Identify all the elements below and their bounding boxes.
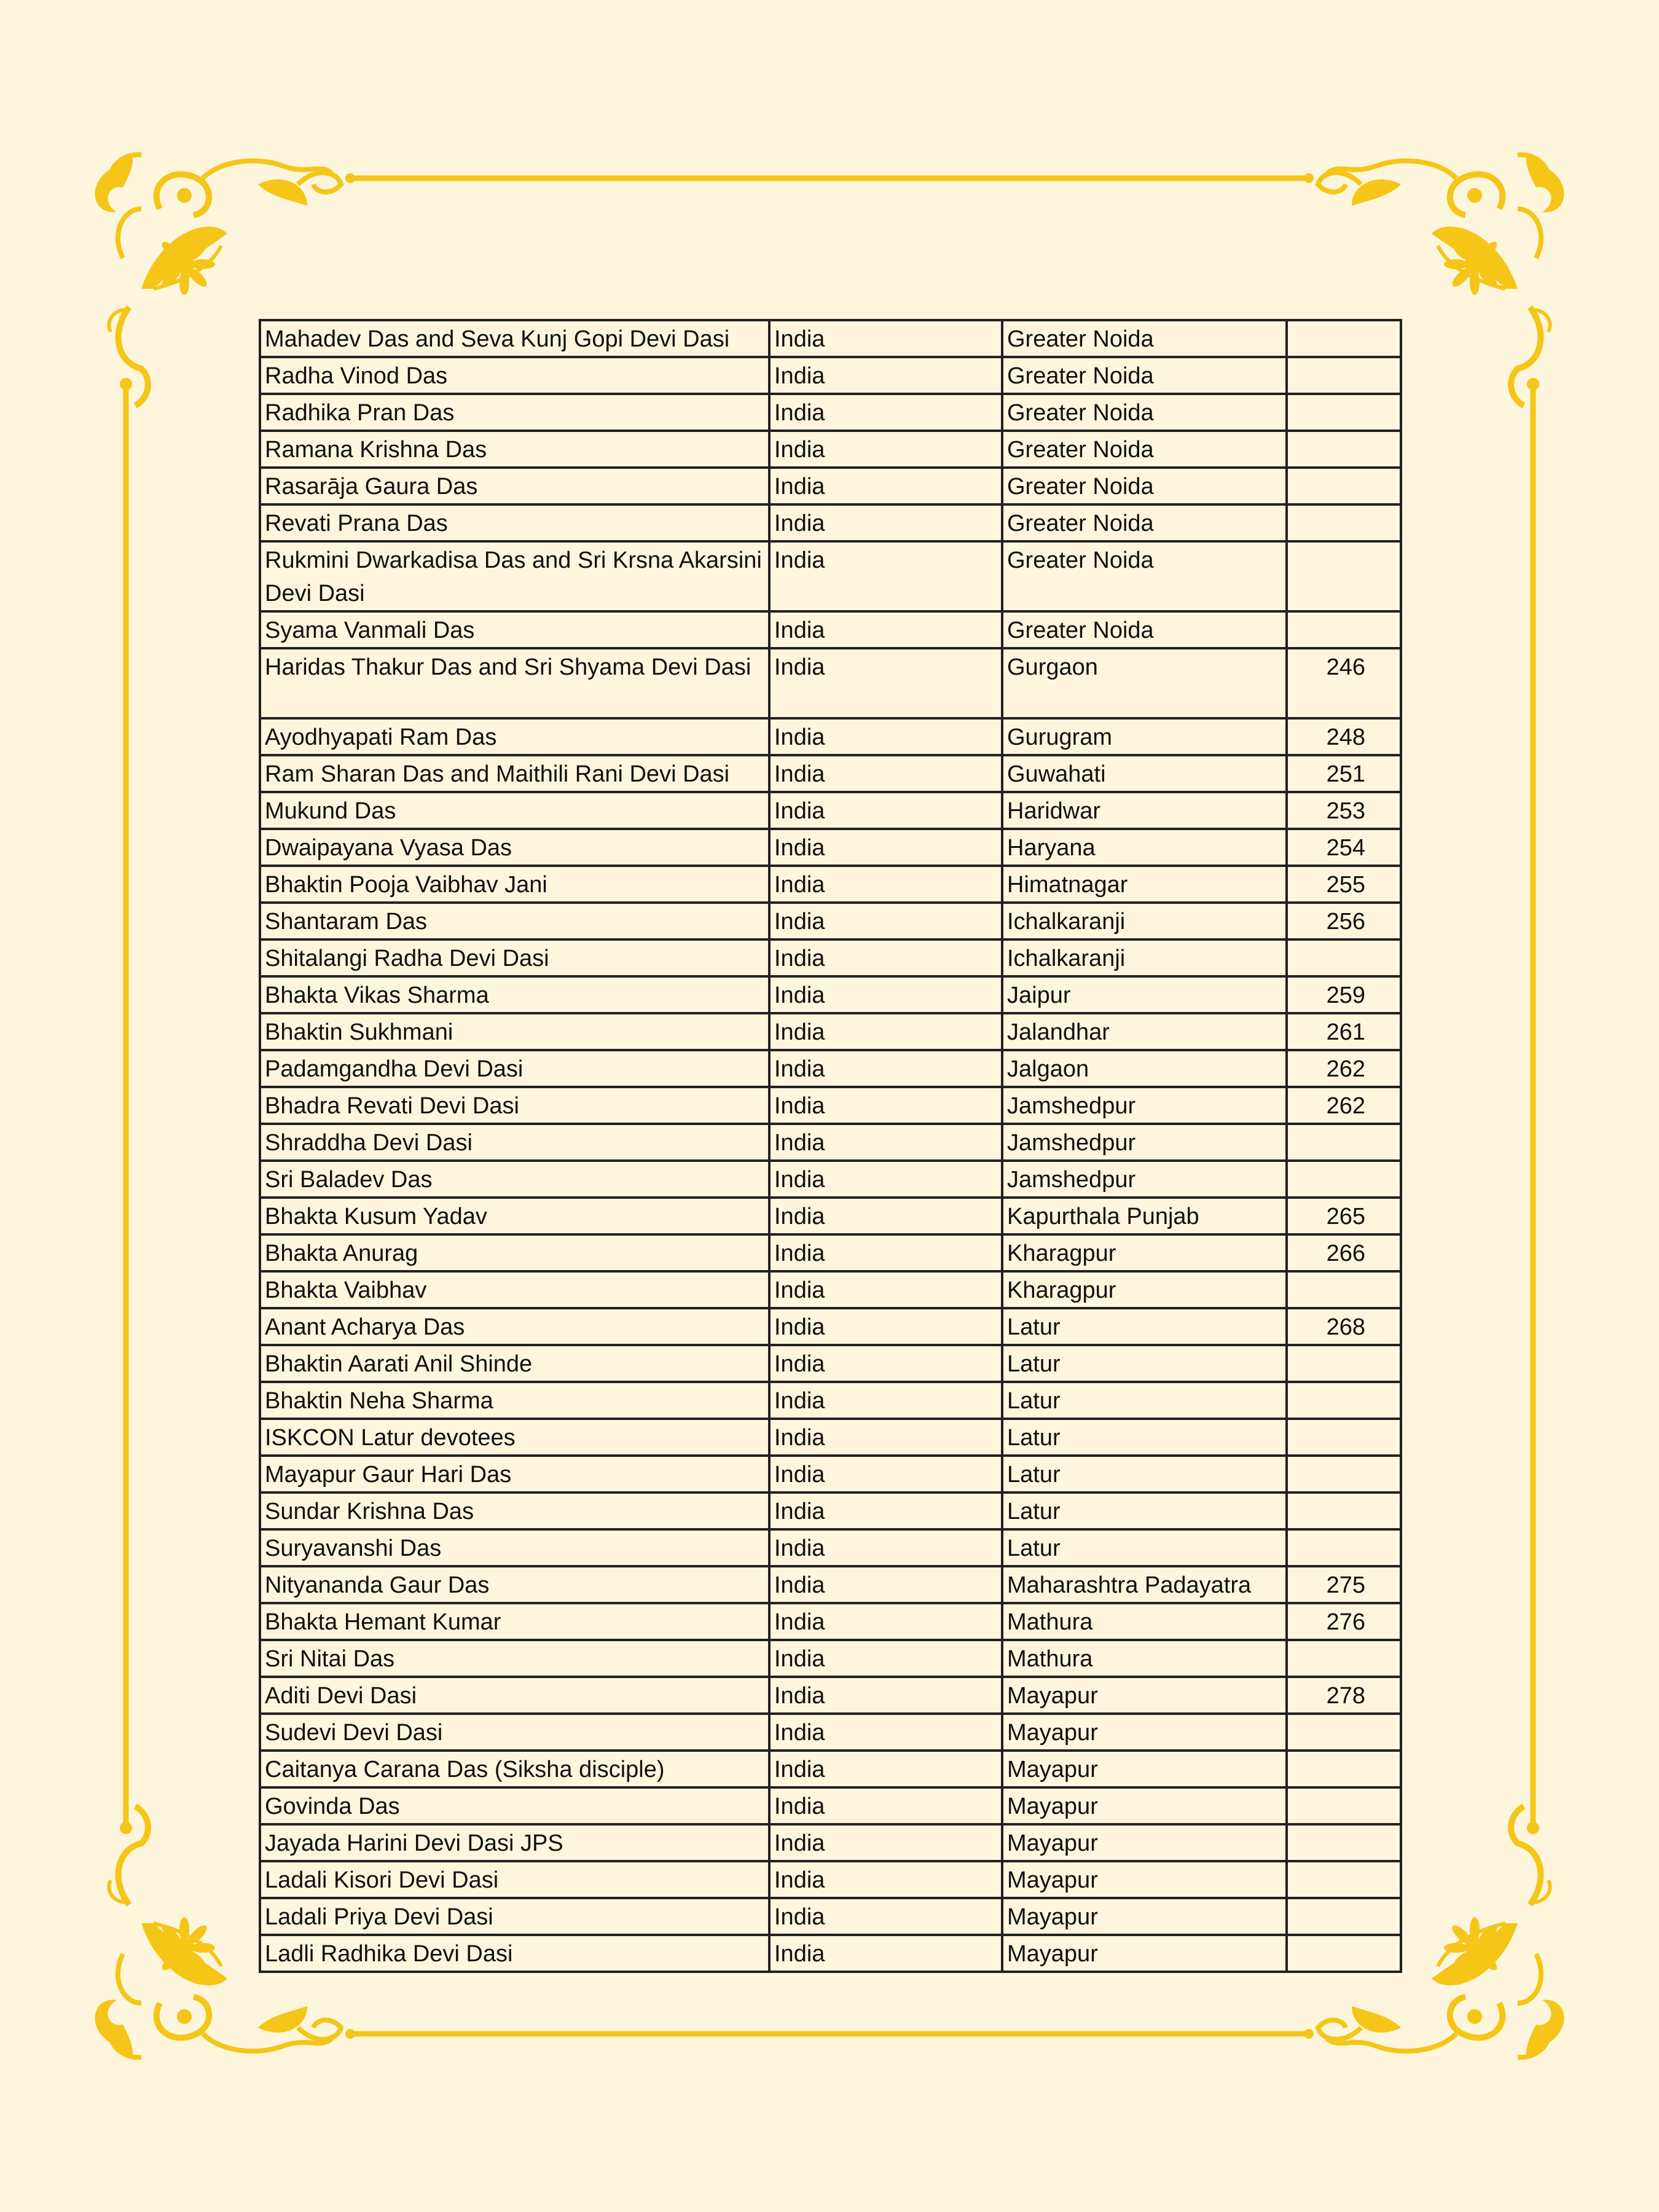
name-cell: Mayapur Gaur Hari Das bbox=[260, 1456, 769, 1492]
name-cell: Syama Vanmali Das bbox=[260, 611, 769, 648]
page-number-cell: 275 bbox=[1287, 1566, 1401, 1603]
country-cell: India bbox=[769, 1898, 1002, 1935]
page-number-cell bbox=[1287, 1345, 1401, 1382]
country-cell: India bbox=[769, 1161, 1002, 1198]
country-cell: India bbox=[769, 611, 1002, 648]
page-number-cell: 265 bbox=[1287, 1198, 1401, 1234]
name-cell: Ramana Krishna Das bbox=[260, 431, 769, 468]
city-cell: Latur bbox=[1002, 1345, 1287, 1382]
table-row bbox=[260, 755, 1401, 792]
city-cell: Greater Noida bbox=[1002, 394, 1287, 431]
table-row bbox=[260, 829, 1401, 866]
table-row bbox=[260, 1529, 1401, 1566]
page-number-cell: 268 bbox=[1287, 1308, 1401, 1345]
table-row bbox=[260, 1345, 1401, 1382]
table-row bbox=[260, 1824, 1401, 1861]
country-cell: India bbox=[769, 1529, 1002, 1566]
city-cell: Gurugram bbox=[1002, 718, 1287, 755]
country-cell: India bbox=[769, 1308, 1002, 1345]
table-row bbox=[260, 1234, 1401, 1271]
donor-table bbox=[259, 319, 1402, 1973]
city-cell: Jamshedpur bbox=[1002, 1161, 1287, 1198]
page-number-cell bbox=[1287, 1751, 1401, 1787]
table-row bbox=[260, 468, 1401, 504]
table-row bbox=[260, 1935, 1401, 1972]
table-row bbox=[260, 1898, 1401, 1935]
country-cell: India bbox=[769, 320, 1002, 357]
city-cell: Maharashtra Padayatra bbox=[1002, 1566, 1287, 1603]
page-number-cell bbox=[1287, 939, 1401, 976]
country-cell: India bbox=[769, 939, 1002, 976]
city-cell: Latur bbox=[1002, 1419, 1287, 1456]
name-cell: Rukmini Dwarkadisa Das and Sri Krsna Akarsini Devi Dasi bbox=[260, 541, 769, 611]
country-cell: India bbox=[769, 829, 1002, 866]
table-row bbox=[260, 1566, 1401, 1603]
page-number-cell bbox=[1287, 1456, 1401, 1492]
page-number-cell bbox=[1287, 1787, 1401, 1824]
table-row bbox=[260, 611, 1401, 648]
country-cell: India bbox=[769, 1013, 1002, 1050]
page-number-cell: 246 bbox=[1287, 648, 1401, 718]
city-cell: Mayapur bbox=[1002, 1824, 1287, 1861]
page-number-cell bbox=[1287, 1492, 1401, 1529]
name-cell: Jayada Harini Devi Dasi JPS bbox=[260, 1824, 769, 1861]
country-cell: India bbox=[769, 1603, 1002, 1640]
country-cell: India bbox=[769, 1492, 1002, 1529]
city-cell: Latur bbox=[1002, 1492, 1287, 1529]
city-cell: Kapurthala Punjab bbox=[1002, 1198, 1287, 1234]
name-cell: Shitalangi Radha Devi Dasi bbox=[260, 939, 769, 976]
table-row bbox=[260, 1013, 1401, 1050]
page-number-cell bbox=[1287, 1898, 1401, 1935]
page-number-cell: 259 bbox=[1287, 976, 1401, 1013]
city-cell: Jalandhar bbox=[1002, 1013, 1287, 1050]
name-cell: Bhaktin Sukhmani bbox=[260, 1013, 769, 1050]
name-cell: Radhika Pran Das bbox=[260, 394, 769, 431]
name-cell: Shraddha Devi Dasi bbox=[260, 1124, 769, 1161]
table-row bbox=[260, 903, 1401, 939]
page-number-cell bbox=[1287, 1124, 1401, 1161]
city-cell: Himatnagar bbox=[1002, 866, 1287, 903]
page-number-cell bbox=[1287, 1419, 1401, 1456]
country-cell: India bbox=[769, 1345, 1002, 1382]
table-row bbox=[260, 1861, 1401, 1898]
name-cell: Mukund Das bbox=[260, 792, 769, 829]
table-row bbox=[260, 1714, 1401, 1751]
page-number-cell: 278 bbox=[1287, 1677, 1401, 1714]
country-cell: India bbox=[769, 648, 1002, 718]
city-cell: Ichalkaranji bbox=[1002, 939, 1287, 976]
table-row bbox=[260, 1382, 1401, 1419]
country-cell: India bbox=[769, 431, 1002, 468]
name-cell: ISKCON Latur devotees bbox=[260, 1419, 769, 1456]
name-cell: Govinda Das bbox=[260, 1787, 769, 1824]
name-cell: Bhaktin Pooja Vaibhav Jani bbox=[260, 866, 769, 903]
page-number-cell: 256 bbox=[1287, 903, 1401, 939]
country-cell: India bbox=[769, 1382, 1002, 1419]
name-cell: Bhaktin Aarati Anil Shinde bbox=[260, 1345, 769, 1382]
table-row bbox=[260, 541, 1401, 611]
country-cell: India bbox=[769, 468, 1002, 504]
country-cell: India bbox=[769, 755, 1002, 792]
city-cell: Greater Noida bbox=[1002, 611, 1287, 648]
city-cell: Greater Noida bbox=[1002, 504, 1287, 541]
country-cell: India bbox=[769, 1419, 1002, 1456]
table-row bbox=[260, 1456, 1401, 1492]
page-number-cell: 255 bbox=[1287, 866, 1401, 903]
city-cell: Greater Noida bbox=[1002, 541, 1287, 611]
page-number-cell bbox=[1287, 1271, 1401, 1308]
city-cell: Haridwar bbox=[1002, 792, 1287, 829]
page-number-cell: 254 bbox=[1287, 829, 1401, 866]
name-cell: Caitanya Carana Das (Siksha disciple) bbox=[260, 1751, 769, 1787]
page-number-cell bbox=[1287, 1935, 1401, 1972]
table-row bbox=[260, 976, 1401, 1013]
table-row bbox=[260, 939, 1401, 976]
name-cell: Sri Baladev Das bbox=[260, 1161, 769, 1198]
donor-table-body bbox=[260, 320, 1401, 1972]
page-number-cell: 262 bbox=[1287, 1087, 1401, 1124]
name-cell: Sundar Krishna Das bbox=[260, 1492, 769, 1529]
name-cell: Bhakta Vaibhav bbox=[260, 1271, 769, 1308]
country-cell: India bbox=[769, 1271, 1002, 1308]
name-cell: Padamgandha Devi Dasi bbox=[260, 1050, 769, 1087]
name-cell: Bhakta Anurag bbox=[260, 1234, 769, 1271]
page-number-cell bbox=[1287, 541, 1401, 611]
country-cell: India bbox=[769, 718, 1002, 755]
name-cell: Sudevi Devi Dasi bbox=[260, 1714, 769, 1751]
page-number-cell: 276 bbox=[1287, 1603, 1401, 1640]
country-cell: India bbox=[769, 1050, 1002, 1087]
city-cell: Mayapur bbox=[1002, 1861, 1287, 1898]
city-cell: Haryana bbox=[1002, 829, 1287, 866]
country-cell: India bbox=[769, 1714, 1002, 1751]
table-row bbox=[260, 718, 1401, 755]
table-row bbox=[260, 1677, 1401, 1714]
page-number-cell bbox=[1287, 357, 1401, 394]
city-cell: Latur bbox=[1002, 1529, 1287, 1566]
page-number-cell bbox=[1287, 1861, 1401, 1898]
table-row bbox=[260, 1087, 1401, 1124]
name-cell: Aditi Devi Dasi bbox=[260, 1677, 769, 1714]
name-cell: Haridas Thakur Das and Sri Shyama Devi Dasi bbox=[260, 648, 769, 718]
country-cell: India bbox=[769, 1677, 1002, 1714]
city-cell: Guwahati bbox=[1002, 755, 1287, 792]
table-row bbox=[260, 320, 1401, 357]
city-cell: Mayapur bbox=[1002, 1935, 1287, 1972]
page-number-cell bbox=[1287, 611, 1401, 648]
table-row bbox=[260, 1640, 1401, 1677]
country-cell: India bbox=[769, 1787, 1002, 1824]
table-row bbox=[260, 1603, 1401, 1640]
name-cell: Bhakta Hemant Kumar bbox=[260, 1603, 769, 1640]
city-cell: Mayapur bbox=[1002, 1677, 1287, 1714]
country-cell: India bbox=[769, 1861, 1002, 1898]
page-number-cell bbox=[1287, 1640, 1401, 1677]
table-row bbox=[260, 1492, 1401, 1529]
name-cell: Dwaipayana Vyasa Das bbox=[260, 829, 769, 866]
name-cell: Bhakta Kusum Yadav bbox=[260, 1198, 769, 1234]
name-cell: Mahadev Das and Seva Kunj Gopi Devi Dasi bbox=[260, 320, 769, 357]
country-cell: India bbox=[769, 1087, 1002, 1124]
table-row bbox=[260, 1419, 1401, 1456]
page-number-cell bbox=[1287, 394, 1401, 431]
page-number-cell: 261 bbox=[1287, 1013, 1401, 1050]
name-cell: Bhakta Vikas Sharma bbox=[260, 976, 769, 1013]
city-cell: Latur bbox=[1002, 1382, 1287, 1419]
country-cell: India bbox=[769, 1640, 1002, 1677]
city-cell: Mayapur bbox=[1002, 1898, 1287, 1935]
city-cell: Mayapur bbox=[1002, 1751, 1287, 1787]
table-row bbox=[260, 1161, 1401, 1198]
page-number-cell bbox=[1287, 320, 1401, 357]
page-number-cell bbox=[1287, 504, 1401, 541]
city-cell: Kharagpur bbox=[1002, 1234, 1287, 1271]
table-row bbox=[260, 1124, 1401, 1161]
page-number-cell: 253 bbox=[1287, 792, 1401, 829]
country-cell: India bbox=[769, 1751, 1002, 1787]
country-cell: India bbox=[769, 1935, 1002, 1972]
name-cell: Ladali Kisori Devi Dasi bbox=[260, 1861, 769, 1898]
country-cell: India bbox=[769, 1234, 1002, 1271]
name-cell: Shantaram Das bbox=[260, 903, 769, 939]
country-cell: India bbox=[769, 792, 1002, 829]
city-cell: Jamshedpur bbox=[1002, 1087, 1287, 1124]
donor-table-container bbox=[259, 319, 1400, 1973]
page-number-cell: 266 bbox=[1287, 1234, 1401, 1271]
city-cell: Ichalkaranji bbox=[1002, 903, 1287, 939]
page-number-cell bbox=[1287, 1382, 1401, 1419]
table-row bbox=[260, 1198, 1401, 1234]
page-number-cell: 251 bbox=[1287, 755, 1401, 792]
table-row bbox=[260, 1308, 1401, 1345]
name-cell: Revati Prana Das bbox=[260, 504, 769, 541]
table-row bbox=[260, 1751, 1401, 1787]
name-cell: Anant Acharya Das bbox=[260, 1308, 769, 1345]
name-cell: Sri Nitai Das bbox=[260, 1640, 769, 1677]
name-cell: Bhaktin Neha Sharma bbox=[260, 1382, 769, 1419]
page-number-cell bbox=[1287, 1824, 1401, 1861]
country-cell: India bbox=[769, 903, 1002, 939]
table-row bbox=[260, 431, 1401, 468]
city-cell: Mathura bbox=[1002, 1640, 1287, 1677]
country-cell: India bbox=[769, 976, 1002, 1013]
page-number-cell: 248 bbox=[1287, 718, 1401, 755]
name-cell: Ladali Priya Devi Dasi bbox=[260, 1898, 769, 1935]
name-cell: Nityananda Gaur Das bbox=[260, 1566, 769, 1603]
country-cell: India bbox=[769, 1124, 1002, 1161]
city-cell: Mayapur bbox=[1002, 1787, 1287, 1824]
country-cell: India bbox=[769, 1456, 1002, 1492]
name-cell: Rasarāja Gaura Das bbox=[260, 468, 769, 504]
city-cell: Greater Noida bbox=[1002, 431, 1287, 468]
country-cell: India bbox=[769, 1198, 1002, 1234]
name-cell: Ladli Radhika Devi Dasi bbox=[260, 1935, 769, 1972]
table-row bbox=[260, 357, 1401, 394]
table-row bbox=[260, 504, 1401, 541]
city-cell: Greater Noida bbox=[1002, 357, 1287, 394]
country-cell: India bbox=[769, 1824, 1002, 1861]
table-row bbox=[260, 1050, 1401, 1087]
page-number-cell: 262 bbox=[1287, 1050, 1401, 1087]
city-cell: Jaipur bbox=[1002, 976, 1287, 1013]
country-cell: India bbox=[769, 394, 1002, 431]
table-row bbox=[260, 792, 1401, 829]
city-cell: Latur bbox=[1002, 1456, 1287, 1492]
country-cell: India bbox=[769, 504, 1002, 541]
city-cell: Mayapur bbox=[1002, 1714, 1287, 1751]
name-cell: Radha Vinod Das bbox=[260, 357, 769, 394]
city-cell: Latur bbox=[1002, 1308, 1287, 1345]
city-cell: Jamshedpur bbox=[1002, 1124, 1287, 1161]
page-number-cell bbox=[1287, 1714, 1401, 1751]
name-cell: Ram Sharan Das and Maithili Rani Devi Dasi bbox=[260, 755, 769, 792]
table-row bbox=[260, 1271, 1401, 1308]
page-number-cell bbox=[1287, 431, 1401, 468]
table-row bbox=[260, 648, 1401, 718]
name-cell: Bhadra Revati Devi Dasi bbox=[260, 1087, 769, 1124]
table-row bbox=[260, 394, 1401, 431]
city-cell: Kharagpur bbox=[1002, 1271, 1287, 1308]
name-cell: Suryavanshi Das bbox=[260, 1529, 769, 1566]
page-number-cell bbox=[1287, 1161, 1401, 1198]
page-number-cell bbox=[1287, 468, 1401, 504]
city-cell: Mathura bbox=[1002, 1603, 1287, 1640]
city-cell: Greater Noida bbox=[1002, 468, 1287, 504]
table-row bbox=[260, 1787, 1401, 1824]
name-cell: Ayodhyapati Ram Das bbox=[260, 718, 769, 755]
country-cell: India bbox=[769, 866, 1002, 903]
table-row bbox=[260, 866, 1401, 903]
city-cell: Greater Noida bbox=[1002, 320, 1287, 357]
country-cell: India bbox=[769, 541, 1002, 611]
city-cell: Gurgaon bbox=[1002, 648, 1287, 718]
page-number-cell bbox=[1287, 1529, 1401, 1566]
country-cell: India bbox=[769, 1566, 1002, 1603]
country-cell: India bbox=[769, 357, 1002, 394]
city-cell: Jalgaon bbox=[1002, 1050, 1287, 1087]
